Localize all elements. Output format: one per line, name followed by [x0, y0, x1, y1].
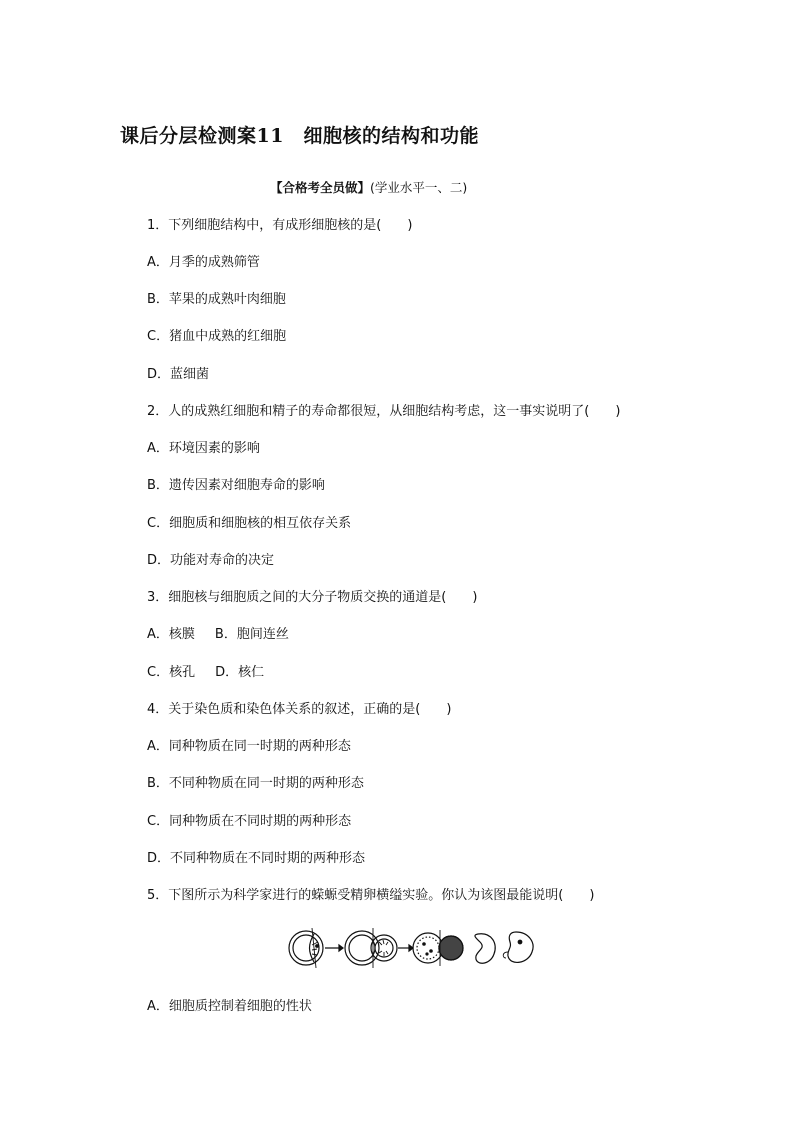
- page-title: 课后分层检测案11 细胞核的结构和功能: [120, 125, 479, 147]
- section-heading: [270, 178, 467, 196]
- arrow-icon: [325, 945, 343, 951]
- question-1-option-a: A．月季的成熟筛管: [147, 255, 260, 270]
- question-2-option-c: C．细胞质和细胞核的相互依存关系: [147, 516, 352, 531]
- stage-1-egg: [289, 928, 323, 968]
- question-2-stem: 2．人的成熟红细胞和精子的寿命都很短，从细胞结构考虑，这一事实说明了( ): [147, 404, 621, 419]
- question-5-stem: 5．下图所示为科学家进行的蝾螈受精卵横缢实验。你认为该图最能说明( ): [147, 888, 595, 903]
- question-4-option-a: A．同种物质在同一时期的两种形态: [147, 739, 351, 754]
- question-1-stem: 1．下列细胞结构中，有成形细胞核的是( ): [147, 218, 413, 233]
- question-5-option-a: A．细胞质控制着细胞的性状: [147, 999, 312, 1014]
- question-3-stem: 3．细胞核与细胞质之间的大分子物质交换的通道是( ): [147, 590, 478, 605]
- question-3-option-b: B．胞间连丝: [214, 627, 289, 642]
- question-3-options-row-2: [147, 661, 264, 680]
- question-4-option-d: D．不同种物质在不同时期的两种形态: [147, 851, 366, 866]
- question-1-option-b: B．苹果的成熟叶肉细胞: [147, 292, 286, 307]
- stage-2-egg: [345, 928, 397, 968]
- question-3-options-row-1: [147, 623, 289, 642]
- stage-3-egg: [413, 930, 463, 966]
- question-2-option-b: B．遗传因素对细胞寿命的影响: [147, 478, 325, 493]
- question-3-option-c: C．核孔: [147, 665, 196, 680]
- section-heading-bold: 【合格考全员做】: [270, 180, 371, 195]
- arrow-icon: [398, 945, 413, 951]
- question-3-option-d: D．核仁: [215, 665, 265, 680]
- newt-egg-ligation-figure: [284, 924, 540, 972]
- question-1-option-d: D．蓝细菌: [147, 367, 210, 382]
- question-4-stem: 4．关于染色质和染色体关系的叙述，正确的是( ): [147, 702, 452, 717]
- question-3-option-a: A．核膜: [147, 627, 195, 642]
- question-1-option-c: C．猪血中成熟的红细胞: [147, 329, 287, 344]
- question-4-option-b: B．不同种物质在同一时期的两种形态: [147, 776, 364, 791]
- question-2-option-d: D．功能对寿命的决定: [147, 553, 275, 568]
- stage-5-larva: [503, 932, 533, 962]
- question-2-option-a: A．环境因素的影响: [147, 441, 260, 456]
- section-heading-level: (学业水平一、二): [370, 180, 468, 195]
- stage-4-embryo: [475, 934, 495, 963]
- question-4-option-c: C．同种物质在不同时期的两种形态: [147, 814, 352, 829]
